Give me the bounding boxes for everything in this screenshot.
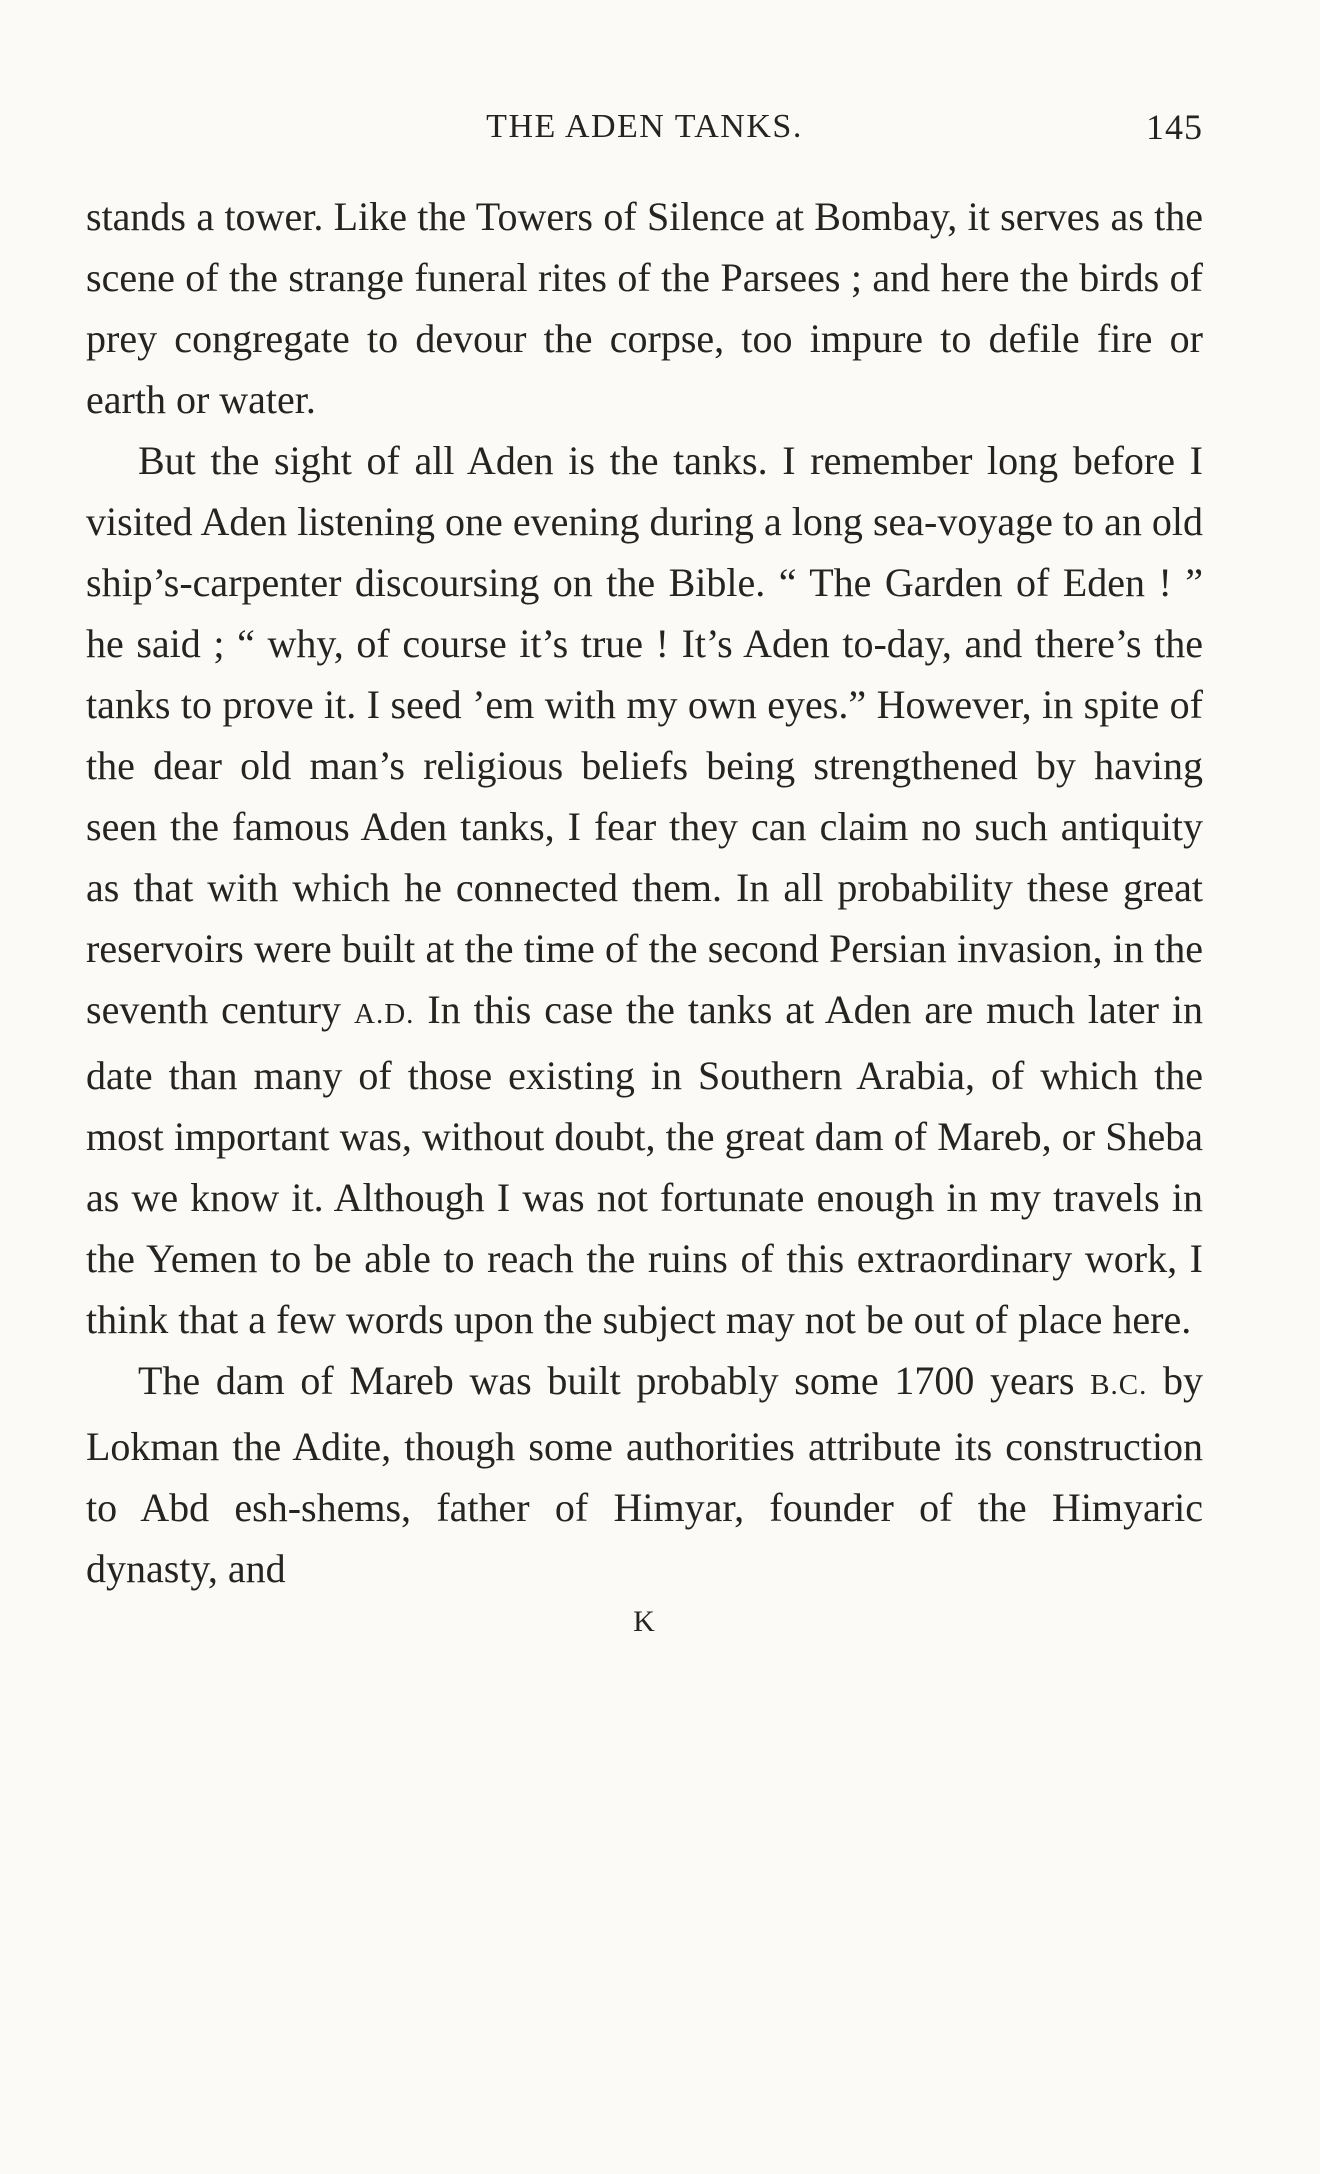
paragraph-1 (86, 186, 1203, 430)
page-number: 145 (1146, 107, 1203, 147)
running-head: THE ADEN TANKS. (486, 108, 803, 145)
paragraph-3 (86, 1350, 1203, 1599)
body-text (86, 186, 1203, 1599)
paragraph-3-text-a: The dam of Mareb was built probably some 1700 years (138, 1358, 1075, 1403)
paragraph-2-text-a: But the sight of all Aden is the tanks. I remember long before I visited Aden listening one evening during a long sea-voyage to an old ship’s-carpenter discoursing on the Bible. “ The Garden of Eden ! ” he said ; “ why, of course it’s true ! It’s Aden to-day, and there’s the tanks to prove it. I seed ’em with my own eyes.” However, in spite of the dear old man’s religious beliefs being strengthened by having seen the famous Aden tanks, I fear they can claim no such antiquity as that with which he connected them. In all probability these great reservoirs were built at the time of the second Persian invasion, in the seventh century (86, 438, 1203, 1032)
abbreviation-ad: A.D. (354, 998, 415, 1030)
paragraph-3-text-b: by Lokman the Adite, though some authorities attribute its construction to Abd esh-shems, father of Himyar, founder of the Himyaric dynasty, and (86, 1358, 1204, 1591)
book-page (86, 108, 1203, 1639)
abbreviation-bc: B.C. (1090, 1369, 1148, 1401)
page-header (86, 108, 1203, 168)
paragraph-2-text-b: In this case the tanks at Aden are much later in date than many of those existing in Southern Arabia, of which the most important was, without doubt, the great dam of Mareb, or Sheba as we know it. Although I was not fortunate enough in my travels in the Yemen to be able to reach the ruins of this extraordinary work, I think that a few words upon the subject may not be out of place here. (86, 987, 1204, 1342)
signature-mark: K (633, 1605, 656, 1638)
paragraph-2 (86, 430, 1203, 1350)
paragraph-1-text: stands a tower. Like the Towers of Silence at Bombay, it serves as the scene of the strange funeral rites of the Parsees ; and here the birds of prey congregate to devour the corpse, too impure to defile fire or earth or water. (86, 194, 1203, 422)
